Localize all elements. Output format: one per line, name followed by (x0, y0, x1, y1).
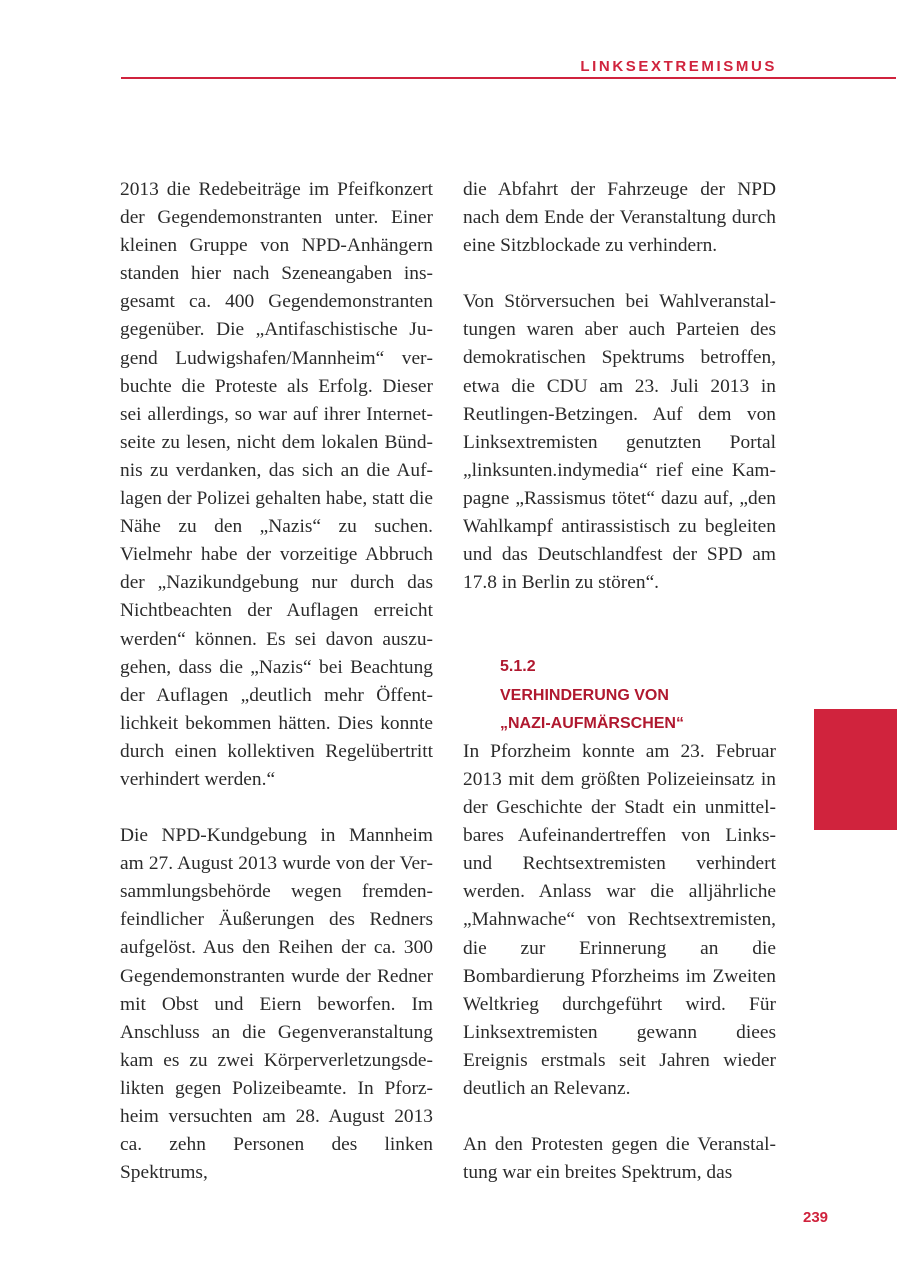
body-paragraph: In Pforzheim konnte am 23. Februar 2013 mit dem größten Polizeieinsatz in der Geschichte der Stadt ein unmittelbares Aufeinandertreffen von Links- und Rechtsextremisten verhindert werden. Anlass war die alljährliche „Mahnwache“ von Rechtsextremisten, die zur Erinnerung an die Bombardierung Pforzheims im Zweiten Weltkrieg durchgeführt wird. Für Linksextremisten gewann diees Ereignis erstmals seit Jahren wieder deutlich an Relevanz. (463, 740, 776, 1100)
chapter-tab-marker (814, 709, 897, 830)
running-header: LINKSEXTREMISMUS (580, 58, 777, 75)
left-text-column (120, 176, 433, 1187)
body-paragraph: 2013 die Redebeiträge im Pfeifkonzert der Gegendemonstranten unter. Einer kleinen Gruppe von NPD-Anhängern standen hier nach Szeneangaben insgesamt ca. 400 Gegendemonstranten gegenüber. Die „Antifaschistische Jugend Ludwigshafen/Mannheim“ verbuchte die Proteste als Erfolg. Dieser sei allerdings, so war auf ihrer Internetseite zu lesen, nicht dem lokalen Bündnis zu verdanken, das sich an die Auflagen der Polizei gehalten habe, statt die Nähe zu den „Nazis“ zu suchen. Vielmehr habe der vorzeitige Abbruch der „Nazikundgebung nur durch das Nichtbeachten der Auflagen erreicht werden“ können. Es sei davon auszugehen, dass die „Nazis“ bei Beachtung der Auflagen „deutlich mehr Öffentlichkeit bekommen hätten. Dies konnte durch einen kollektiven Regelübertritt verhindert werden.“ (120, 179, 433, 790)
section-heading (463, 653, 776, 738)
right-text-column (463, 176, 776, 1187)
body-paragraph: die Abfahrt der Fahrzeuge der NPD nach dem Ende der Veranstaltung durch eine Sitzblockade zu verhindern. (463, 179, 776, 257)
section-title-line: „NAZI-AUFMÄRSCHEN“ (500, 714, 684, 732)
section-number: 5.1.2 (500, 658, 536, 676)
header-divider (121, 77, 896, 79)
page-number: 239 (803, 1209, 829, 1226)
section-title-line: VERHINDERUNG VON (500, 686, 669, 704)
body-paragraph: Die NPD-Kundgebung in Mannheim am 27. August 2013 wurde von der Versammlungsbehörde wegen fremdenfeindlicher Äußerungen des Redners aufgelöst. Aus den Reihen der ca. 300 Gegendemonstranten wurde der Redner mit Obst und Eiern beworfen. Im Anschluss an die Gegenveranstaltung kam es zu zwei Körperverletzungsdelikten gegen Polizeibeamte. In Pforzheim versuchten am 28. August 2013 ca. zehn Personen des linken Spektrums, (120, 825, 433, 1184)
body-paragraph: An den Protesten gegen die Veranstaltung war ein breites Spektrum, das (463, 1134, 776, 1184)
body-paragraph: Von Störversuchen bei Wahlveranstaltungen waren aber auch Parteien des demokratischen Spektrums betroffen, etwa die CDU am 23. Juli 2013 in Reutlingen-Betzingen. Auf dem von Linksextremisten genutzten Portal „linksunten.indymedia“ rief eine Kampagne „Rassismus tötet“ dazu auf, „den Wahlkampf antirassistisch zu begleiten und das Deutschlandfest der SPD am 17.8 in Berlin zu stören“. (463, 291, 776, 594)
